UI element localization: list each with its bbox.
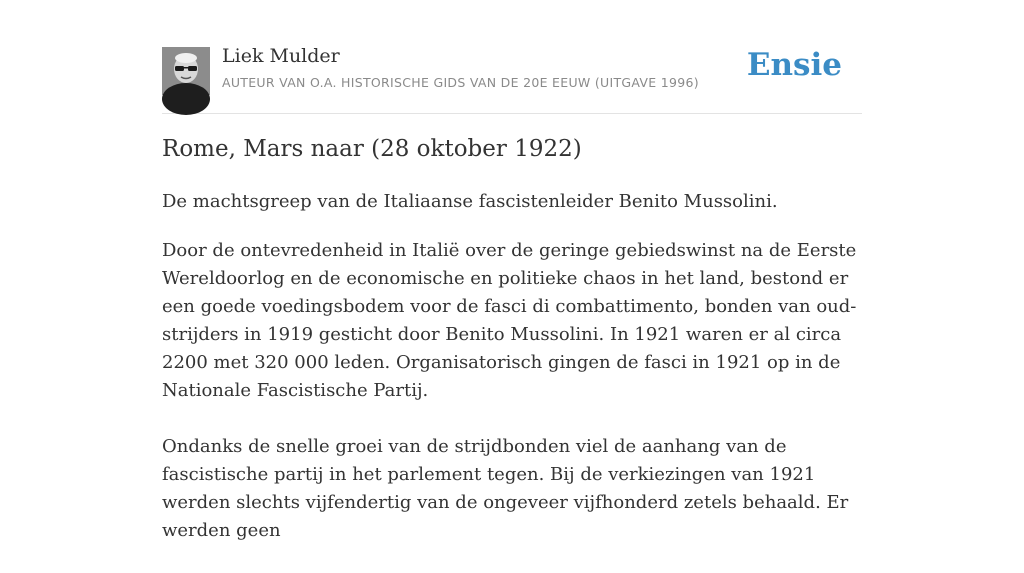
author-photo-icon (162, 47, 210, 95)
article-body (162, 237, 862, 573)
author-header (162, 0, 862, 114)
author-description: AUTEUR VAN O.A. HISTORISCHE GIDS VAN DE 20E EEUW (UITGAVE 1996) (222, 75, 699, 90)
author-name[interactable]: Liek Mulder (222, 45, 340, 67)
article-paragraph: Door de ontevredenheid in Italië over de geringe gebiedswinst na de Eerste Wereldoorlog en de economische en politieke chaos in het land, bestond er een goede voedingsbodem voor de fasci di combattimento, bonden van oud-strijders in 1919 gesticht door Benito Mussolini. In 1921 waren er al circa 2200 met 320 000 leden. Organisatorisch gingen de fasci in 1921 op in de Nationale Fascistische Partij. (162, 240, 857, 401)
article-lead: De machtsgreep van de Italiaanse fascistenleider Benito Mussolini. (162, 191, 778, 212)
article-title: Rome, Mars naar (28 oktober 1922) (162, 136, 582, 162)
article-container (162, 0, 862, 541)
author-avatar[interactable] (162, 47, 210, 95)
article-paragraph: Ondanks de snelle groei van de strijdbonden viel de aanhang van de fascistische partij in het parlement tegen. Bij de verkiezingen van 1921 werden slechts vijfendertig van de ongeveer vijfhonderd zetels behaald. Er werden geen (162, 436, 849, 541)
ensie-logo[interactable]: Ensie (746, 47, 842, 83)
